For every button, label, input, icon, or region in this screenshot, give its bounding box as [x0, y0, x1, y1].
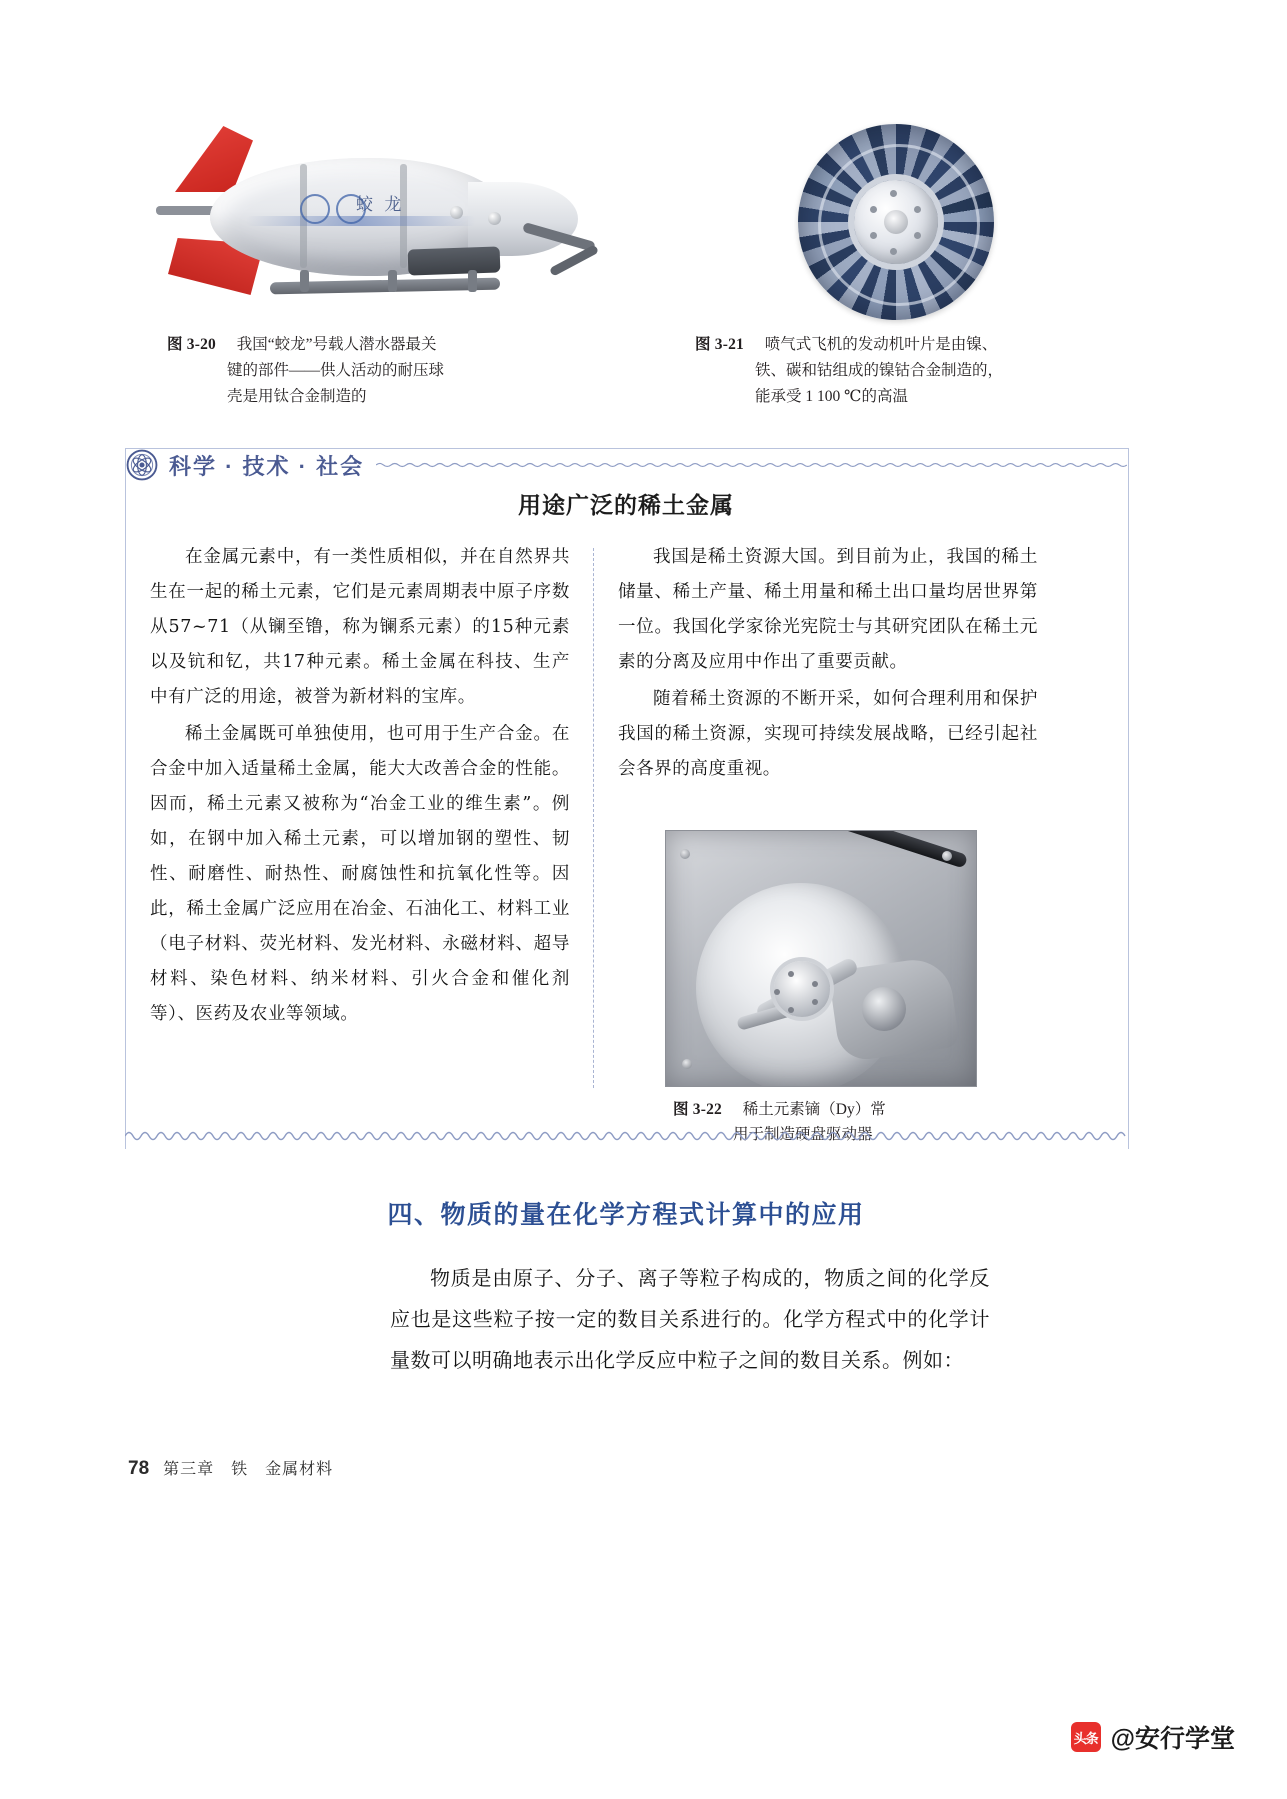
- figure-3-21-block: [695, 120, 1125, 410]
- turbine-bolt-5: [870, 232, 877, 239]
- sts-left-paragraph-1: 在金属元素中，有一类性质相似，并在自然界共生在一起的稀土元素，它们是元素周期表中原子序数从57~71（从镧至镥，称为镧系元素）的15种元素以及钪和钇，共17种元素。稀土金属在科技、生产中有广泛的用途，被誉为新材料的宝库。: [150, 547, 570, 707]
- submersible-lower-panel: [408, 246, 501, 275]
- turbine-bolt-3: [914, 232, 921, 239]
- figure-3-21-line2: 铁、碳和钴组成的镍钴合金制造的，: [755, 362, 1004, 379]
- figure-3-20-block: [125, 120, 595, 410]
- turbine-bolt-4: [890, 248, 897, 255]
- section-4-heading: 四、物质的量在化学方程式计算中的应用: [387, 1201, 865, 1229]
- figure-3-20-line3: 壳是用钛合金制造的: [227, 388, 367, 405]
- submersible-leg-3: [468, 270, 477, 292]
- page-number: 78: [128, 1458, 150, 1479]
- sts-right-paragraph-1: 我国是稀土资源大国。到目前为止，我国的稀土储量、稀土产量、稀土用量和稀土出口量均居世界第一位。我国化学家徐光宪院士与其研究团队在稀土元素的分离及应用中作出了重要贡献。: [618, 547, 1038, 672]
- figure-3-21-caption: [695, 332, 1125, 410]
- sts-left-column: [150, 540, 570, 1034]
- watermark: [1071, 1719, 1235, 1755]
- figure-3-22-number: 图 3-22: [673, 1101, 722, 1118]
- figure-3-20-number: 图 3-20: [167, 336, 216, 353]
- submersible-leg-1: [300, 270, 309, 292]
- submersible-viewport-1: [450, 206, 463, 219]
- figure-3-20-line2: 键的部件——供人活动的耐压球: [227, 362, 445, 379]
- turbine-bolt-2: [914, 206, 921, 213]
- figure-3-22-line2: 用于制造硬盘驱动器: [733, 1126, 873, 1143]
- top-figure-row: [125, 120, 1125, 410]
- turbine-bolt-6: [870, 206, 877, 213]
- figure-3-22-line1: 稀土元素镝（Dy）常: [742, 1101, 886, 1118]
- submersible-viewport-2: [488, 212, 501, 225]
- watermark-text: @安行学堂: [1110, 1725, 1235, 1753]
- submersible-name-text: 蛟 龙: [356, 195, 405, 215]
- figure-3-20-caption: [125, 332, 595, 410]
- submersible-photo: [150, 120, 570, 320]
- submersible-manipulator-arm-2: [549, 244, 599, 276]
- chapter-label: 第三章 铁 金属材料: [163, 1461, 334, 1478]
- sts-title: 用途广泛的稀土金属: [518, 492, 734, 518]
- submersible-nose: [468, 182, 578, 256]
- hdd-case-shadow: [666, 831, 976, 1086]
- sts-right-paragraph-2: 随着稀土资源的不断开采，如何合理利用和保护我国的稀土资源，实现可持续发展战略，已经引起社会各界的高度重视。: [618, 689, 1038, 779]
- submersible-leg-2: [388, 270, 397, 292]
- toutiao-logo-icon: 头条: [1071, 1722, 1101, 1752]
- hard-disk-photo: [665, 830, 977, 1087]
- section-4-body: [390, 1258, 990, 1381]
- figure-3-20-line1: 我国“蛟龙”号载人潜水器最关: [236, 336, 437, 353]
- turbine-bolt-1: [890, 190, 897, 197]
- figure-3-22-block: [665, 830, 977, 1147]
- figure-3-21-line1: 喷气式飞机的发动机叶片是由镍、: [764, 336, 998, 353]
- jet-turbine-photo: [780, 120, 1040, 320]
- figure-3-21-number: 图 3-21: [695, 336, 744, 353]
- section-wavy-divider: [125, 1128, 1127, 1144]
- sts-banner-label: 科学 · 技术 · 社会: [169, 453, 365, 479]
- sts-wavy-rule: [376, 461, 1127, 469]
- sts-banner: [125, 448, 1127, 482]
- page-footer: [128, 1456, 333, 1480]
- submersible-emblem-1: [300, 194, 330, 224]
- turbine-center-cap: [884, 210, 908, 234]
- figure-3-21-line3: 能承受 1 100 ℃的高温: [755, 388, 908, 405]
- section-4-paragraph: 物质是由原子、分子、离子等粒子构成的，物质之间的化学反应也是这些粒子按一定的数目关系进行的。化学方程式中的化学计量数可以明确地表示出化学反应中粒子之间的数目关系。例如：: [390, 1266, 990, 1372]
- atom-icon: [125, 448, 159, 482]
- sts-left-paragraph-2: 稀土金属既可单独使用，也可用于生产合金。在合金中加入适量稀土金属，能大大改善合金的性能。因而，稀土元素又被称为“冶金工业的维生素”。例如，在钢中加入稀土元素，可以增加钢的塑性、韧性、耐磨性、耐热性、耐腐蚀性和抗氧化性等。因此，稀土金属广泛应用在冶金、石油化工、材料工业（电子材料、荧光材料、发光材料、永磁材料、超导材料、染色材料、纳米材料、引火合金和催化剂等）、医药及农业等领域。: [150, 724, 570, 1024]
